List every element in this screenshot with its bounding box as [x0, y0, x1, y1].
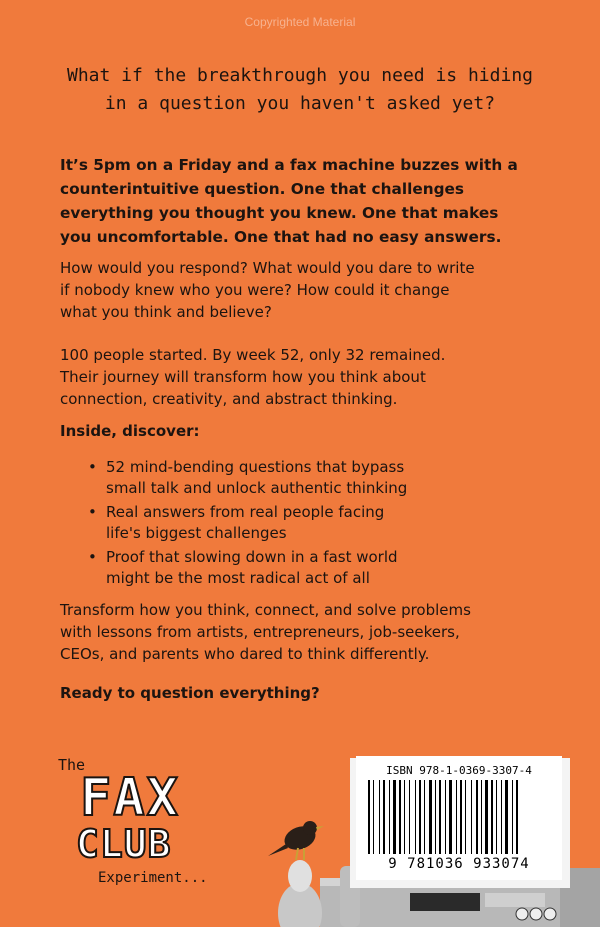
- barcode-bar: [399, 780, 401, 854]
- respond-line: what you think and believe?: [60, 303, 272, 321]
- tagline-line: What if the breakthrough you need is hiding: [67, 65, 533, 86]
- barcode-bar: [439, 780, 441, 854]
- barcode-bar: [445, 780, 446, 854]
- transform-line: Transform how you think, connect, and solve problems: [60, 601, 471, 619]
- tagline: [40, 62, 560, 118]
- logo-the: The: [58, 756, 86, 774]
- hook-line: counterintuitive question. One that challenges: [60, 180, 465, 198]
- barcode-bar: [449, 780, 452, 854]
- barcode-bar: [485, 780, 488, 854]
- bullet-icon: •: [88, 503, 97, 521]
- barcode-bars: [368, 780, 550, 854]
- transform-paragraph: [60, 599, 550, 665]
- barcode-bar: [460, 780, 462, 854]
- barcode-bar: [501, 780, 502, 854]
- list-item: [88, 547, 512, 589]
- logo-experiment: Experiment...: [98, 870, 208, 886]
- barcode-bar: [491, 780, 493, 854]
- barcode-bar: [456, 780, 457, 854]
- list-item: [88, 502, 512, 544]
- barcode-bar: [465, 780, 466, 854]
- fax-club-logo: [58, 756, 238, 896]
- copyright-watermark: Copyrighted Material: [244, 15, 356, 29]
- inside-heading: Inside, discover:: [60, 422, 200, 440]
- barcode-bar: [476, 780, 478, 854]
- barcode-bar: [409, 780, 410, 854]
- bullet-line: life's biggest challenges: [106, 524, 287, 542]
- barcode-bar: [435, 780, 436, 854]
- respond-paragraph: [60, 257, 550, 323]
- list-item: [88, 457, 512, 499]
- barcode-bar: [512, 780, 513, 854]
- barcode-bar: [424, 780, 425, 854]
- hook-line: everything you thought you knew. One that makes: [60, 204, 499, 222]
- barcode-bar: [415, 780, 416, 854]
- barcode-number: 9 781036 933074: [388, 856, 530, 872]
- tagline-line: in a question you haven't asked yet?: [104, 93, 496, 114]
- transform-line: with lessons from artists, entrepreneurs, job-seekers,: [60, 623, 460, 641]
- people-line: connection, creativity, and abstract thinking.: [60, 390, 398, 408]
- barcode-bar: [516, 780, 518, 854]
- transform-line: CEOs, and parents who dared to think differently.: [60, 645, 430, 663]
- people-line: Their journey will transform how you think about: [60, 368, 426, 386]
- barcode-bar: [481, 780, 482, 854]
- hook-paragraph: [60, 153, 550, 249]
- bullet-line: might be the most radical act of all: [106, 569, 370, 587]
- isbn-barcode: [356, 756, 562, 880]
- bullet-icon: •: [88, 458, 97, 476]
- barcode-bar: [379, 780, 380, 854]
- barcode-bar: [389, 780, 390, 854]
- logo-club: CLUB: [76, 822, 172, 866]
- barcode-bar: [404, 780, 405, 854]
- isbn-label: ISBN 978-1-0369-3307-4: [386, 764, 532, 777]
- people-line: 100 people started. By week 52, only 32 remained.: [60, 346, 446, 364]
- bullet-line: 52 mind-bending questions that bypass: [106, 458, 405, 476]
- barcode-bar: [383, 780, 385, 854]
- barcode-bar: [419, 780, 421, 854]
- discover-list: [88, 457, 512, 592]
- logo-fax: FAX: [80, 768, 180, 828]
- bullet-line: small talk and unlock authentic thinking: [106, 479, 408, 497]
- bullet-line: Real answers from real people facing: [106, 503, 385, 521]
- bullet-icon: •: [88, 548, 97, 566]
- bullet-line: Proof that slowing down in a fast world: [106, 548, 398, 566]
- closing-question: Ready to question everything?: [60, 684, 320, 702]
- barcode-bar: [496, 780, 497, 854]
- hook-line: It’s 5pm on a Friday and a fax machine buzzes with a: [60, 156, 518, 174]
- barcode-bar: [429, 780, 432, 854]
- barcode-bar: [373, 780, 374, 854]
- barcode-bar: [368, 780, 370, 854]
- respond-line: if nobody knew who you were? How could it change: [60, 281, 450, 299]
- barcode-bar: [471, 780, 472, 854]
- barcode-bar: [393, 780, 396, 854]
- people-paragraph: [60, 344, 550, 410]
- respond-line: How would you respond? What would you dare to write: [60, 259, 475, 277]
- hook-line: you uncomfortable. One that had no easy answers.: [60, 228, 502, 246]
- barcode-bar: [505, 780, 508, 854]
